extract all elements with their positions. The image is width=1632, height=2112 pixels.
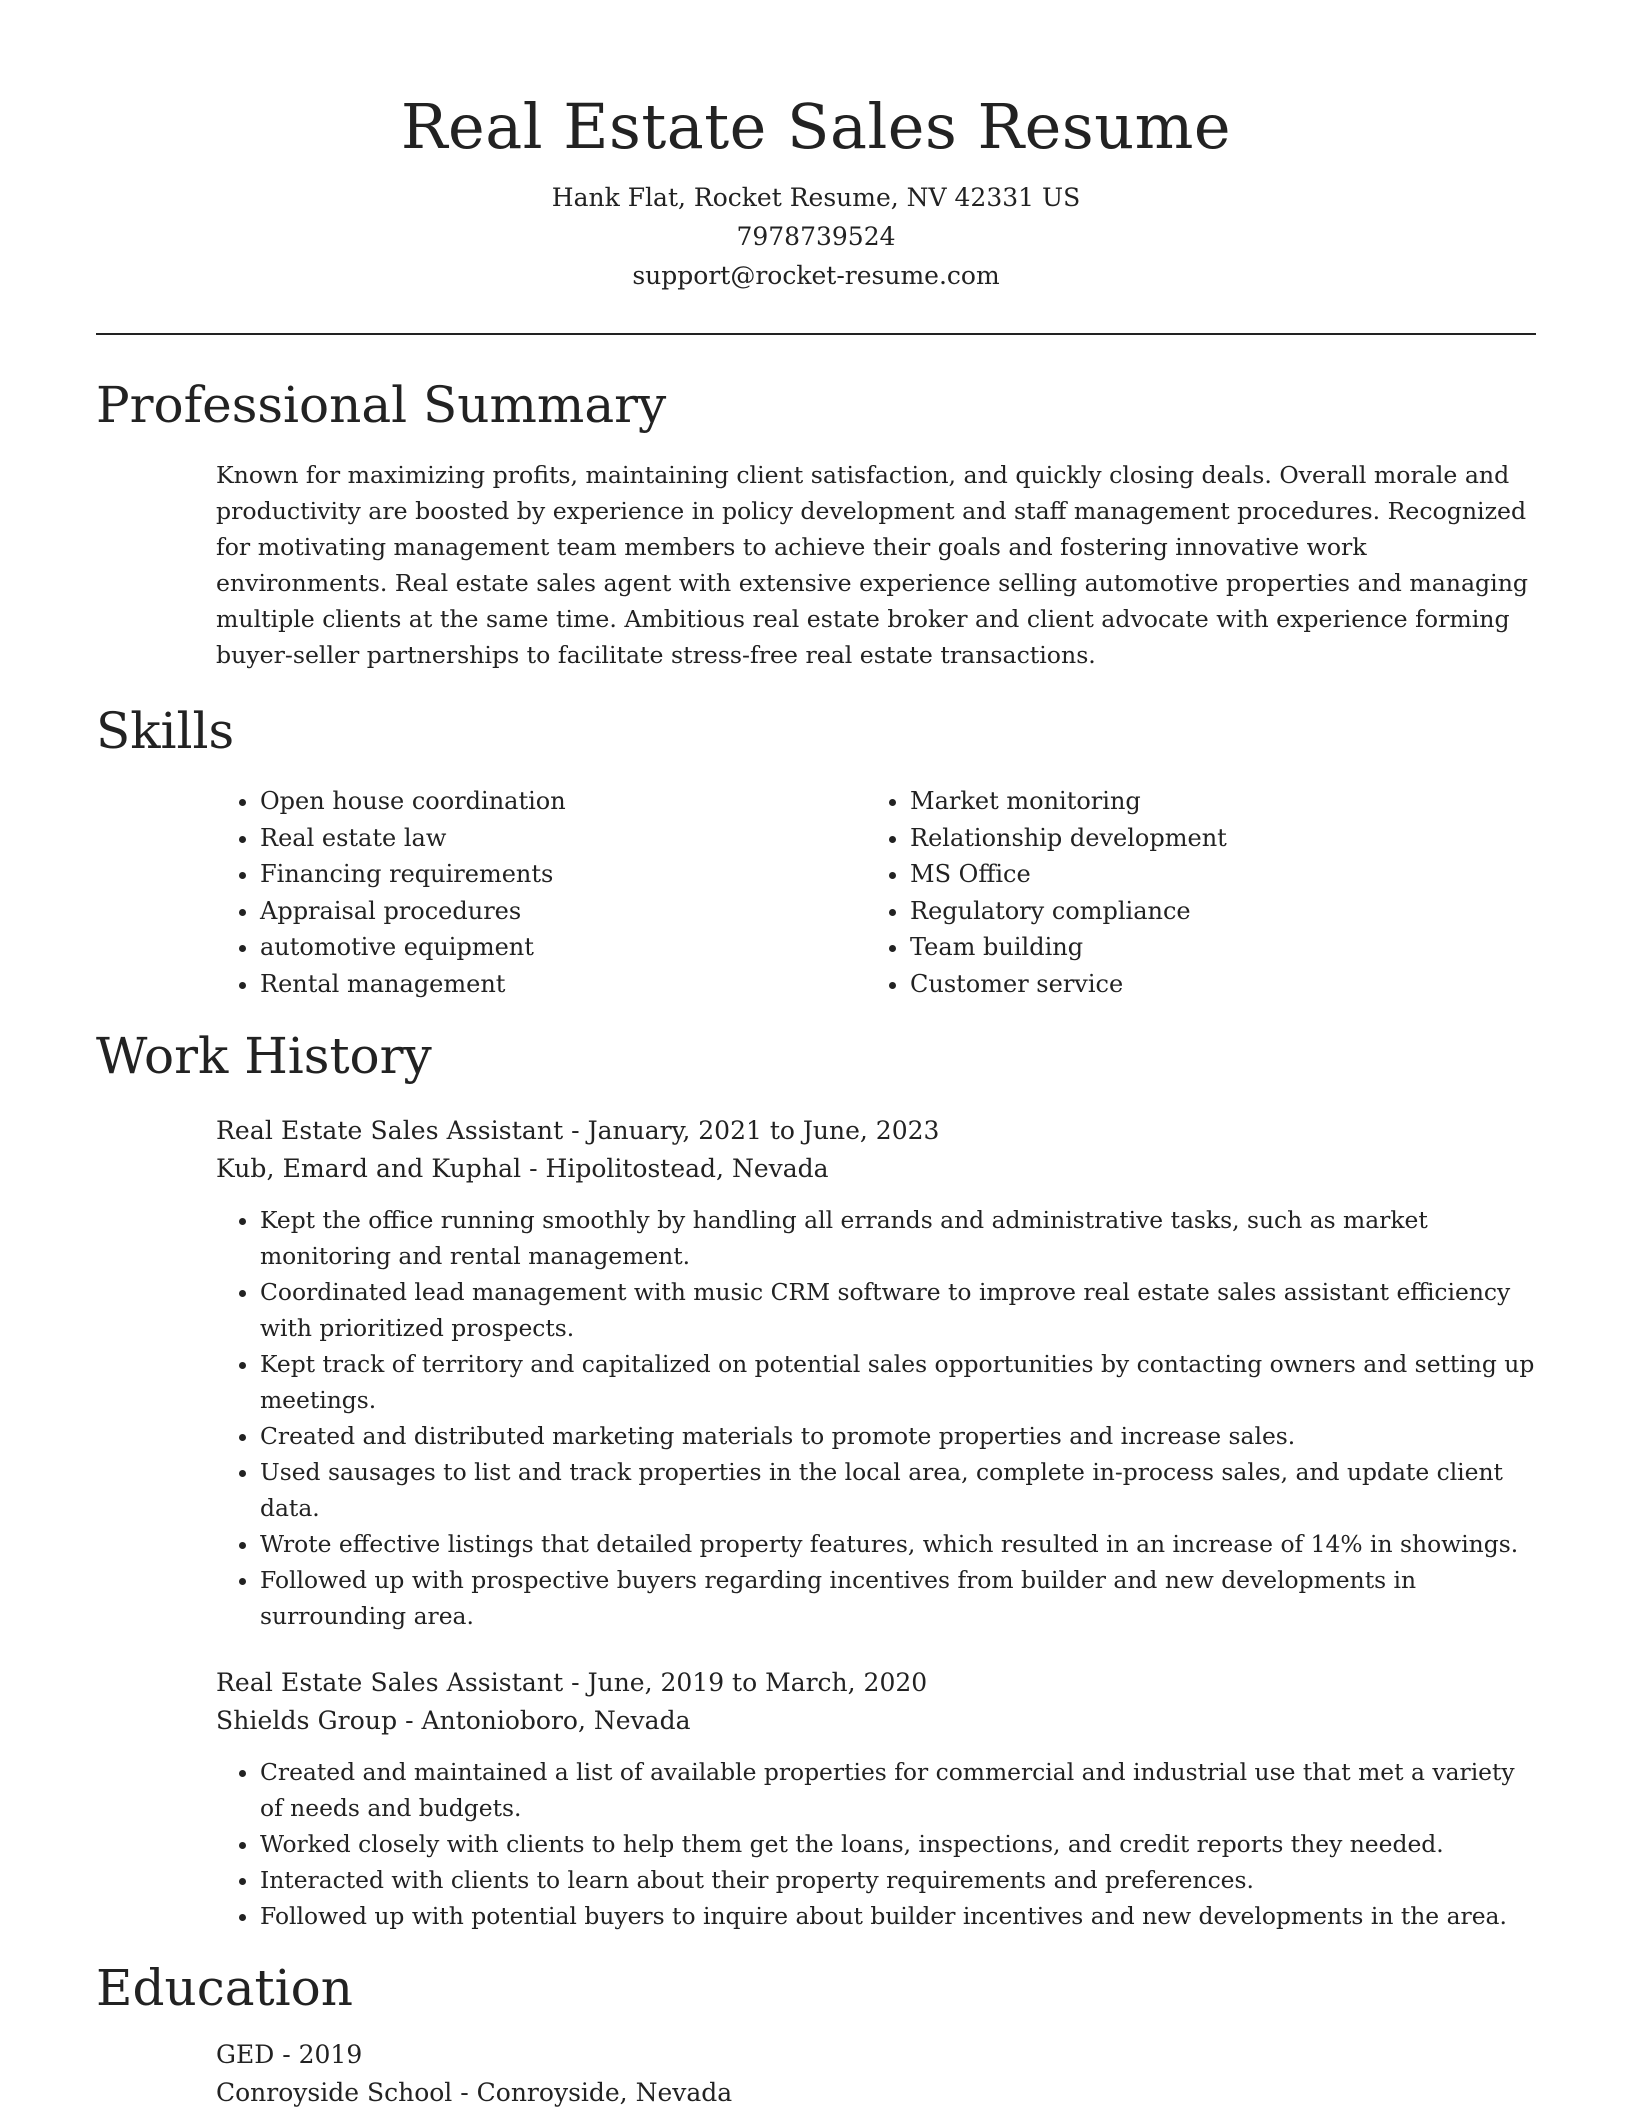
summary-text: Known for maximizing profits, maintaining client satisfaction, and quickly closing deals. Overall morale and productivity are boosted by experience in policy development and staff management procedures. Recognized for motivating management team members to achieve their goals and fostering innovative work environments. Real estate sales agent with extensive experience selling automotive properties and managing multiple clients at the same time. Ambitious real estate broker and client advocate with experience forming buyer-seller partnerships to facilitate stress-free real estate transactions. <box>216 461 1528 669</box>
job-dates: June, 2019 to March, 2020 <box>587 1668 928 1697</box>
job-company-line <box>216 1150 1536 1188</box>
job-title-line <box>216 1664 1536 1702</box>
job-bullet: • Created and maintained a list of available properties for commercial and industrial use that met a variety of needs and budgets. <box>260 1754 1536 1826</box>
summary-heading: Professional Summary <box>96 376 667 434</box>
job-bullet: • Kept the office running smoothly by handling all errands and administrative tasks, such as market monitoring and rental management. <box>260 1202 1536 1274</box>
skills-column-left <box>96 783 746 1002</box>
education-year: 2019 <box>298 2040 363 2069</box>
job-title-line <box>216 1112 1536 1150</box>
job-title: Real Estate Sales Assistant <box>216 1116 564 1145</box>
job-bullet: • Used sausages to list and track properties in the local area, complete in-process sales, and update client data. <box>260 1454 1536 1526</box>
job-bullet: • Created and distributed marketing materials to promote properties and increase sales. <box>260 1418 1536 1454</box>
education-school-line <box>216 2074 1536 2112</box>
job-location: Antonioboro, Nevada <box>421 1706 691 1735</box>
contact-address: Hank Flat, Rocket Resume, NV 42331 US <box>551 183 1081 212</box>
skill-item: • Market monitoring <box>910 783 1396 820</box>
separator: - <box>397 1706 422 1735</box>
job-entry <box>216 1112 1536 1634</box>
skill-item: • MS Office <box>910 856 1396 893</box>
skill-item: • Financing requirements <box>260 856 746 893</box>
resume-title: Real Estate Sales Resume <box>400 90 1232 163</box>
job-dates: January, 2021 to June, 2023 <box>587 1116 940 1145</box>
job-entry <box>216 1664 1536 1934</box>
contact-block <box>96 178 1536 295</box>
separator: - <box>563 1116 588 1145</box>
job-bullet-list <box>216 1754 1536 1934</box>
skill-item: • Customer service <box>910 966 1396 1003</box>
job-bullet: • Followed up with potential buyers to inquire about builder incentives and new developments in the area. <box>260 1898 1536 1934</box>
skill-item: • Relationship development <box>910 820 1396 857</box>
job-bullet: • Kept track of territory and capitalized on potential sales opportunities by contacting owners and setting up meetings. <box>260 1346 1536 1418</box>
job-title: Real Estate Sales Assistant <box>216 1668 564 1697</box>
job-bullet: • Coordinated lead management with music CRM software to improve real estate sales assistant efficiency with prioritized prospects. <box>260 1274 1536 1346</box>
job-bullet: • Wrote effective listings that detailed property features, which resulted in an increase of 14% in showings. <box>260 1526 1536 1562</box>
job-company: Shields Group <box>216 1706 398 1735</box>
skill-item: • Appraisal procedures <box>260 893 746 930</box>
separator: - <box>452 2078 477 2107</box>
skill-item: • Open house coordination <box>260 783 746 820</box>
job-bullet: • Interacted with clients to learn about their property requirements and preferences. <box>260 1862 1536 1898</box>
skill-item: • automotive equipment <box>260 929 746 966</box>
separator: - <box>521 1154 546 1183</box>
job-company-line <box>216 1702 1536 1740</box>
job-bullet: • Followed up with prospective buyers regarding incentives from builder and new developments in surrounding area. <box>260 1562 1536 1634</box>
job-bullet-list <box>216 1202 1536 1634</box>
skill-item: • Real estate law <box>260 820 746 857</box>
education-location: Conroyside, Nevada <box>476 2078 733 2107</box>
education-heading: Education <box>96 1959 353 2017</box>
contact-email: support@rocket-resume.com <box>632 261 1000 290</box>
resume-page <box>96 0 1536 2112</box>
separator: - <box>274 2040 299 2069</box>
header-divider <box>96 333 1536 335</box>
education-entry <box>216 2036 1536 2112</box>
separator: - <box>563 1668 588 1697</box>
skills-column-right <box>746 783 1396 1002</box>
skill-item: • Rental management <box>260 966 746 1003</box>
skill-item: • Regulatory compliance <box>910 893 1396 930</box>
skills-grid <box>96 783 1536 1002</box>
contact-phone: 7978739524 <box>736 222 896 251</box>
skill-item: • Team building <box>910 929 1396 966</box>
job-company: Kub, Emard and Kuphal <box>216 1154 522 1183</box>
education-degree: GED <box>216 2040 275 2069</box>
education-degree-line <box>216 2036 1536 2074</box>
education-school: Conroyside School <box>216 2078 453 2107</box>
work-history-heading: Work History <box>96 1027 432 1085</box>
skills-heading: Skills <box>96 702 235 760</box>
job-location: Hipolitostead, Nevada <box>545 1154 829 1183</box>
job-bullet: • Worked closely with clients to help them get the loans, inspections, and credit reports they needed. <box>260 1826 1536 1862</box>
